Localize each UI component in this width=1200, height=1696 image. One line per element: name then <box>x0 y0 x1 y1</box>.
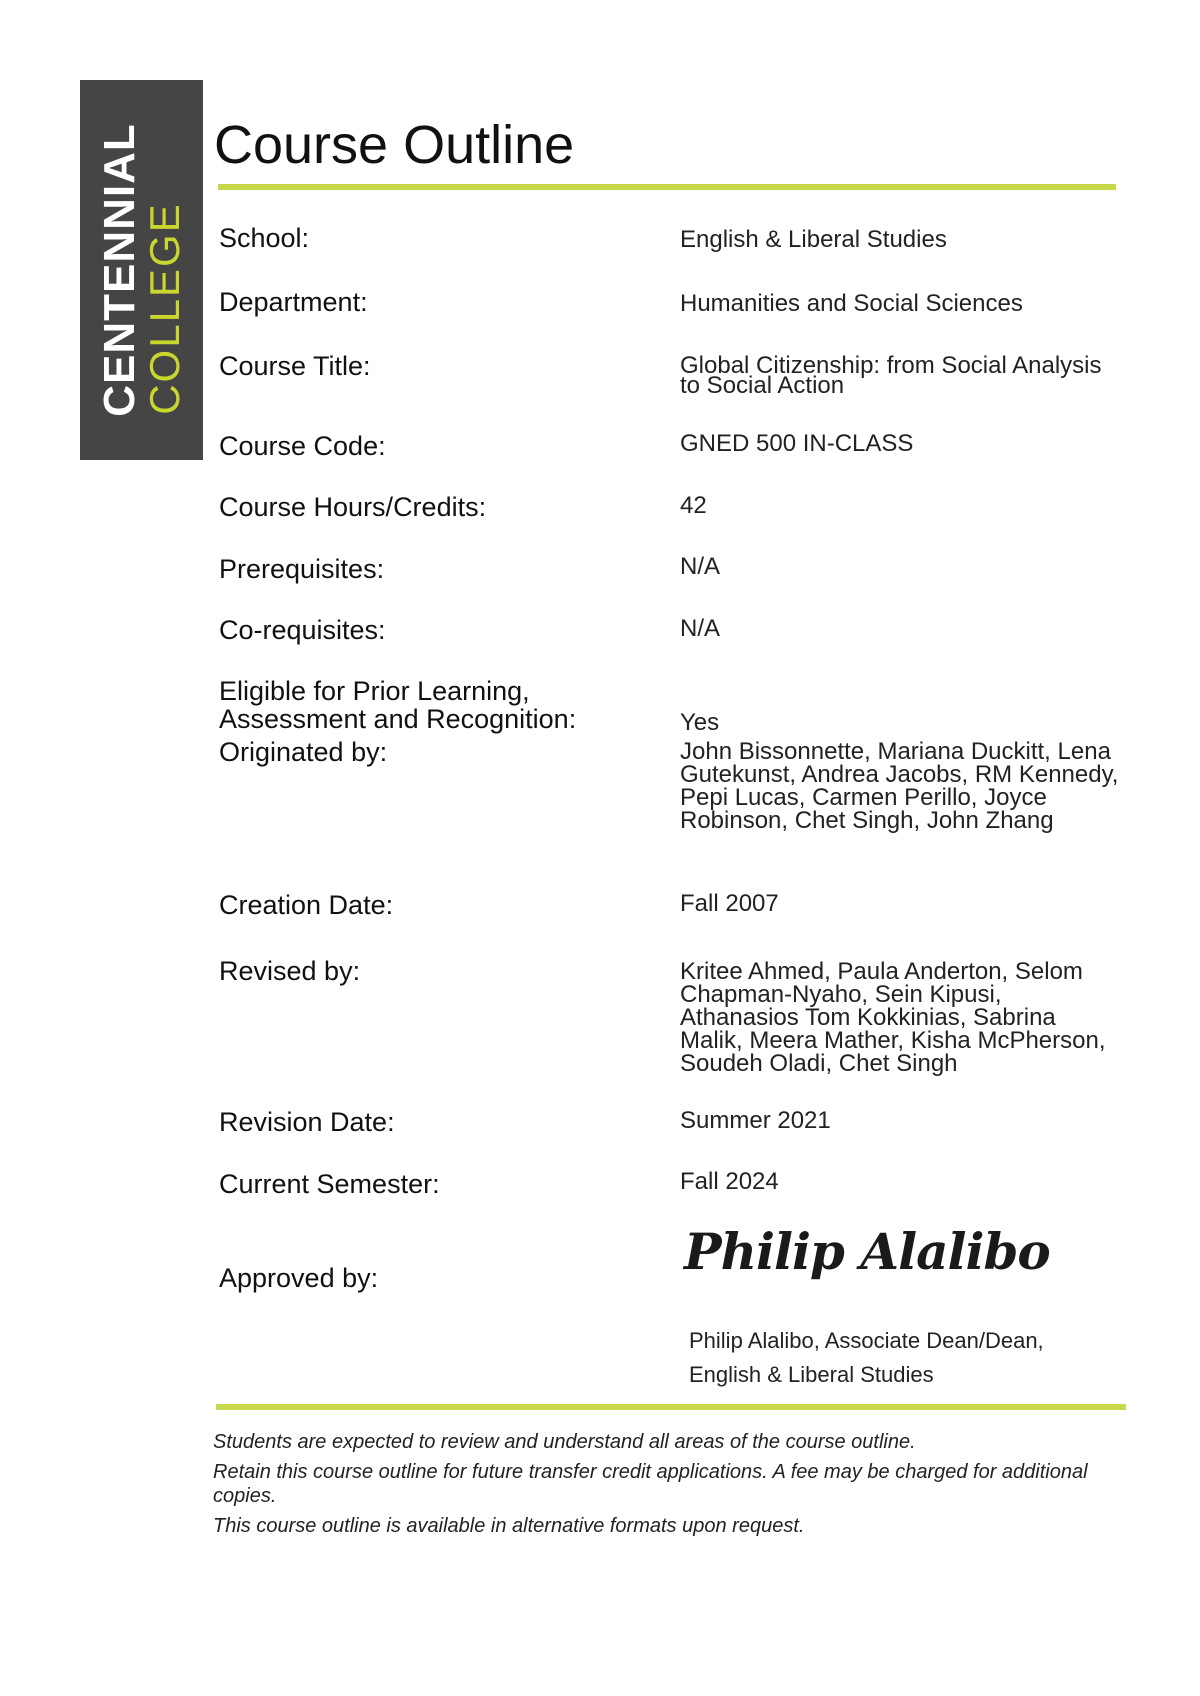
department-label: Department: <box>219 287 368 317</box>
course-code-label: Course Code: <box>219 431 386 461</box>
course-title-value: Global Citizenship: from Social Analysis to Social Action <box>680 352 1102 399</box>
approver-name-title: Philip Alalibo, Associate Dean/Dean, <box>689 1328 1044 1353</box>
revision-date-value: Summer 2021 <box>680 1107 831 1134</box>
school-value: English & Liberal Studies <box>680 226 947 253</box>
prior-learning-label-line2: Assessment and Recognition: <box>219 704 577 734</box>
revision-date-label: Revision Date: <box>219 1107 395 1137</box>
prerequisites-label: Prerequisites: <box>219 554 385 584</box>
department-value: Humanities and Social Sciences <box>680 290 1023 317</box>
approver-school: English & Liberal Studies <box>689 1362 934 1387</box>
prior-learning-label-line1: Eligible for Prior Learning, <box>219 676 530 706</box>
corequisites-label: Co-requisites: <box>219 615 386 645</box>
course-hours-value: 42 <box>680 492 707 519</box>
originated-by-value: John Bissonnette, Mariana Duckitt, Lena Gutekunst, Andrea Jacobs, RM Kennedy, Pepi Lucas, Carmen Perillo, Joyce Robinson, Chet Singh, John Zhang <box>680 738 1119 834</box>
revised-by-value: Kritee Ahmed, Paula Anderton, Selom Chapman-Nyaho, Sein Kipusi, Athanasios Tom Kokkinias, Sabrina Malik, Meera Mather, Kisha McPherson, Soudeh Oladi, Chet Singh <box>680 958 1106 1077</box>
school-label: School: <box>219 223 310 253</box>
revised-by-label: Revised by: <box>219 956 361 986</box>
course-hours-label: Course Hours/Credits: <box>219 492 487 522</box>
logo-wordmark <box>94 123 188 417</box>
footer-notes <box>213 1430 1138 1544</box>
course-code-value: GNED 500 IN-CLASS <box>680 430 914 457</box>
course-title-label: Course Title: <box>219 351 371 381</box>
footer-divider <box>216 1404 1126 1410</box>
footer-note-retain: Retain this course outline for future transfer credit applications. A fee may be charged for additional copies. <box>213 1461 1088 1507</box>
college-logo <box>80 80 203 460</box>
prior-learning-value: Yes <box>680 709 720 736</box>
approved-by-label: Approved by: <box>219 1263 379 1293</box>
current-semester-label: Current Semester: <box>219 1169 440 1199</box>
title-divider <box>218 184 1116 190</box>
current-semester-value: Fall 2024 <box>680 1168 779 1195</box>
creation-date-value: Fall 2007 <box>680 890 779 917</box>
originated-by-label: Originated by: <box>219 737 388 767</box>
prerequisites-value: N/A <box>680 553 721 580</box>
logo-line-centennial: CENTENNIAL <box>94 123 144 417</box>
page-title: Course Outline <box>214 115 575 175</box>
signature-image: Philip Alalibo <box>684 1222 1050 1281</box>
creation-date-label: Creation Date: <box>219 890 394 920</box>
footer-note-review: Students are expected to review and understand all areas of the course outline. <box>213 1431 916 1453</box>
corequisites-value: N/A <box>680 615 721 642</box>
logo-line-college: COLLEGE <box>140 202 188 415</box>
footer-note-formats: This course outline is available in alternative formats upon request. <box>213 1515 805 1537</box>
approver-block <box>689 1324 1044 1392</box>
